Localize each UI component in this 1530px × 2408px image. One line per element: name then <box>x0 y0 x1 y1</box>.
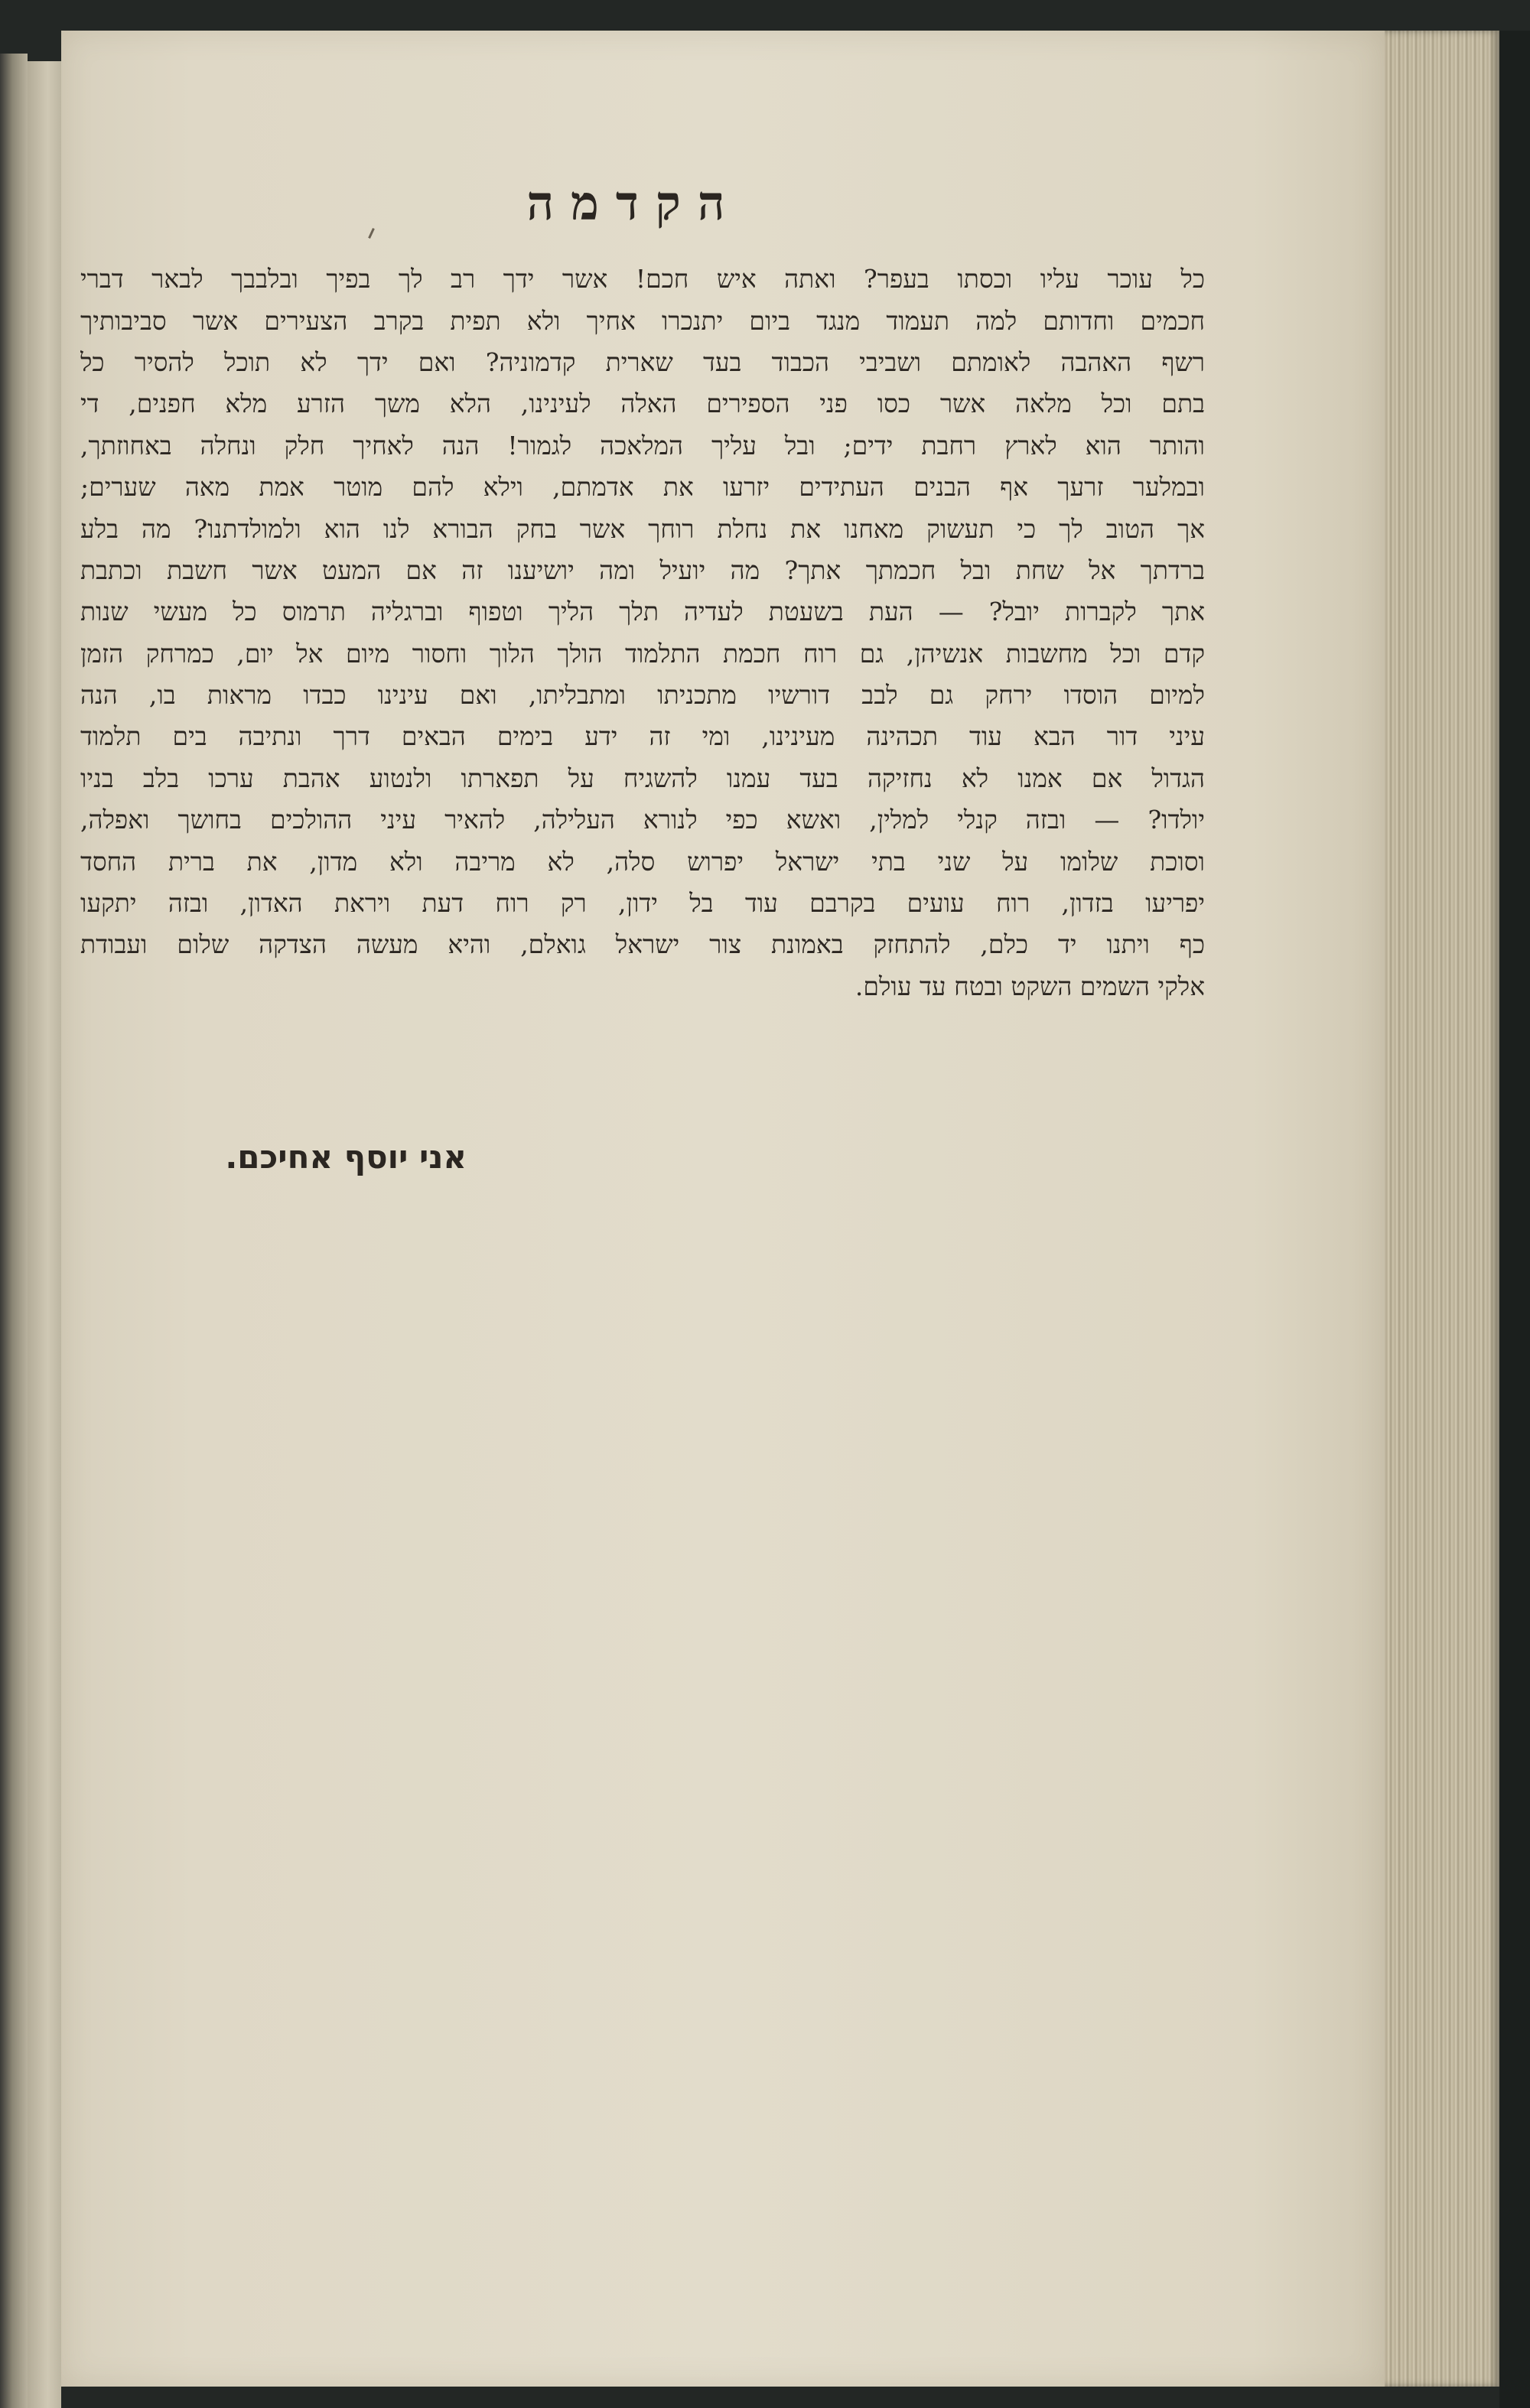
text-line: חכמים וחדותם למה תעמוד מנגד ביום יתנכרו אחיך ולא תפית בקרב הצעירים אשר סביבותיך <box>80 305 1205 336</box>
text-line: אך הטוב לך כי תעשוק מאחנו את נחלת רוחך אשר בחק הבורא לנו הוא ולמולדתנו? מה בלע <box>80 513 1205 544</box>
book-gutter <box>0 54 28 2408</box>
author-signature: אני יוסף אחיכם. <box>225 1138 467 1176</box>
body-text <box>80 259 1205 1007</box>
text-line: יולדו? — ובזה קנלי למלין, ואשא כפי לנורא העלילה, להאיר עיני ההולכים בחושך ואפלה, <box>80 805 1205 835</box>
text-line: רשף האהבה לאומתם ושביבי הכבוד בעד שארית קדמוניה? ואם ידך לא תוכל להסיר כל <box>80 347 1205 377</box>
text-line-last: אלקי השמים השקט ובטח עד עולם. <box>855 971 1205 1001</box>
facing-page-edge <box>28 61 61 2408</box>
text-line: יפריעו בזדון, רוח עועים בקרבם עוד בל ידון, רק רוח דעת ויראת האדון, ובזה יתקעו <box>80 888 1205 919</box>
page-heading: הקדמה <box>526 175 742 231</box>
text-line: כף ויתנו יד כלם, להתחזק באמונת צור ישראל גואלם, והיא מעשה הצדקה שלום ועבודת <box>80 929 1205 960</box>
text-line: ובמלער זרעך אף הבנים העתידים יזרעו את אדמתם, וילא להם מוטר אמת מאה שערים; <box>80 472 1205 503</box>
text-line: וסוכת שלומו על שני בתי ישראל יפרוש סלה, לא מריבה ולא מדון, את ברית החסד <box>80 846 1205 877</box>
text-line: קדם וכל מחשבות אנשיהן, גם רוח חכמת התלמוד הולך הלוך וחסור מיום אל יום, כמרחק הזמן <box>80 638 1205 669</box>
text-line: עיני דור הבא עוד תכהינה מעינינו, ומי זה ידע בימים הבאים דרך ונתיבה בים תלמוד <box>80 721 1205 752</box>
scanner-border <box>1499 31 1530 2408</box>
text-line: כל עוכר עליו וכסתו בעפר? ואתה איש חכם! אשר ידך רב לך בפיך ובלבבך לבאר דברי <box>80 264 1205 294</box>
text-line: הגדול אם אמנו לא נחזיקה בעד עמנו להשגיח על תפארתו ולנטוע אהבת ערכו בלב בניו <box>80 763 1205 793</box>
text-line: בתם וכל מלאה אשר כסו פני הספירים האלה לעינינו, הלא משך הזרע מלא חפנים, די <box>80 389 1205 419</box>
text-line: ברדתך אל שחת ובל חכמתך אתך? מה יועיל ומה יושיענו זה אם המעט אשר חשבת וכתבת <box>80 555 1205 585</box>
preface-text-block <box>80 177 1205 1007</box>
text-line: והותר הוא לארץ רחבת ידים; ובל עליך המלאכה לגמור! הנה לאחיך חלק ונחלה באחוזתך, <box>80 430 1205 460</box>
page-stack-edges <box>1385 31 1499 2387</box>
text-line: למיום הוסדו ירחק גם לבב דורשיו מתכניתו ומתבליתו, ואם עינינו כבדו מראות בו, הנה <box>80 680 1205 711</box>
text-line: אתך לקברות יובל? — העת בשעטת לעדיה תלך הליך וטפוף וברגליה תרמוס כל מעשי שנות <box>80 597 1205 627</box>
